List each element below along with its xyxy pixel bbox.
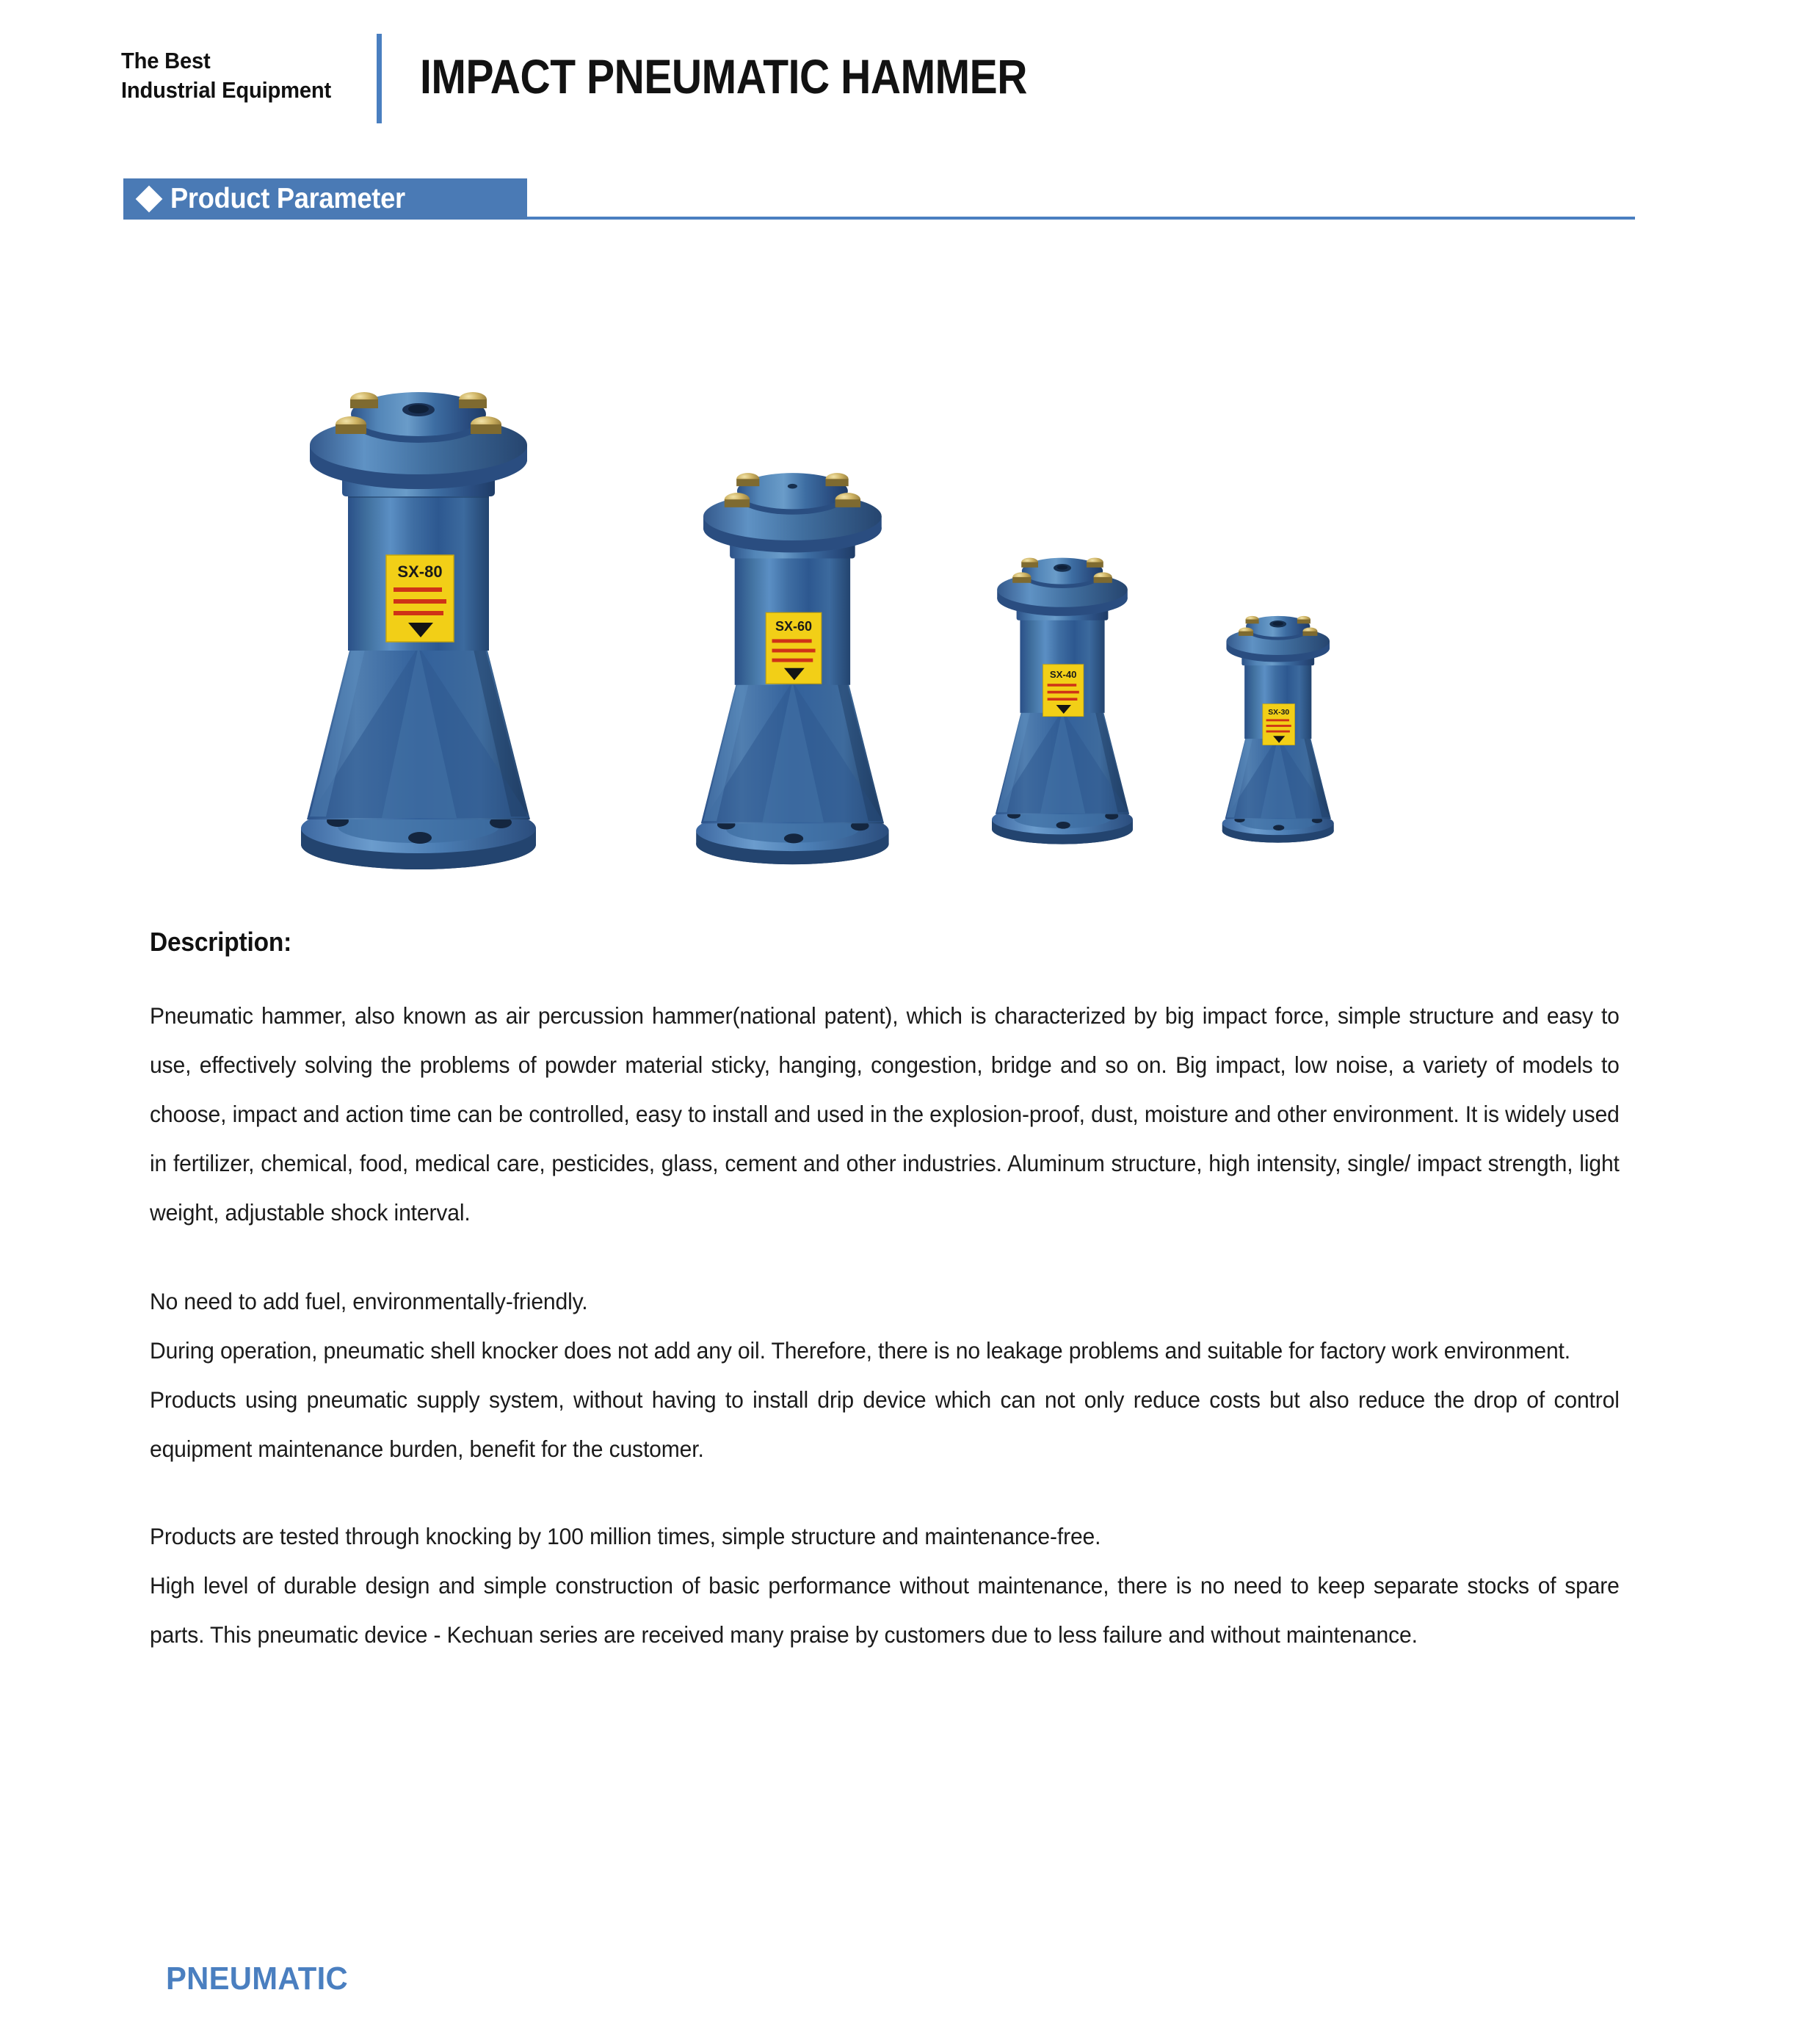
hammer-unit-sx80 [301,392,536,869]
model-label-sx60 [766,612,821,684]
svg-text:SX-80: SX-80 [397,562,443,581]
description-paragraph-3-line-1: Products are tested through knocking by 100 million times, simple structure and maintenance-free. [150,1523,1101,1549]
page-header [0,0,1820,151]
description-paragraph-2-line-2: During operation, pneumatic shell knocker does not add any oil. Therefore, there is no leakage problems and suitable for factory work environment. [150,1337,1570,1364]
description-paragraph-3-line-2: High level of durable design and simple construction of basic performance without maintenance, there is no need to keep separate stocks of spare parts. This pneumatic device - Kechuan series are received many praise by customers due to less failure and without maintenance. [150,1572,1620,1648]
description-section [150,927,1620,1660]
brand-tagline-line2: Industrial Equipment [121,76,332,103]
model-label-sx40 [1043,665,1084,717]
description-paragraph-2-line-3: Products using pneumatic supply system, without having to install drip device which can not only reduce costs but also reduce the drop of control equipment maintenance burden, benefit for the customer. [150,1386,1620,1462]
hammer-unit-sx40 [992,558,1133,844]
svg-text:SX-30: SX-30 [1268,708,1290,717]
brand-tagline [121,46,371,104]
diamond-icon [136,186,163,213]
hammer-unit-sx30 [1222,616,1334,843]
svg-text:SX-60: SX-60 [775,618,813,634]
model-label-sx80 [386,555,454,642]
section-banner-tab [123,178,527,220]
product-photo [294,270,1476,874]
section-banner-label: Product Parameter [170,183,405,214]
model-label-sx30 [1263,704,1295,745]
section-banner [0,178,1820,224]
footer-brand: PNEUMATIC [166,1961,348,1997]
paragraph-spacer [150,1237,1620,1277]
description-paragraph-1: Pneumatic hammer, also known as air percussion hammer(national patent), which is characterized by big impact force, simple structure and easy to use, effectively solving the problems of powder material sticky, hanging, congestion, bridge and so on. Big impact, low noise, a variety of models to choose, impact and action time can be controlled, easy to install and used in the explosion-proof, dust, moisture and other environment. It is widely used in fertilizer, chemical, food, medical care, pesticides, glass, cement and other industries. Aluminum structure, high intensity, single/ impact strength, light weight, adjustable shock interval. [150,1002,1620,1226]
hammer-unit-sx60 [696,473,888,864]
description-heading: Description: [150,927,292,957]
page-title: IMPACT PNEUMATIC HAMMER [420,50,1028,105]
brand-tagline-line1: The Best [121,47,211,73]
header-divider [377,34,382,123]
svg-text:SX-40: SX-40 [1049,668,1077,680]
paragraph-spacer [150,1474,1620,1512]
description-paragraph-2-line-1: No need to add fuel, environmentally-friendly. [150,1288,588,1314]
